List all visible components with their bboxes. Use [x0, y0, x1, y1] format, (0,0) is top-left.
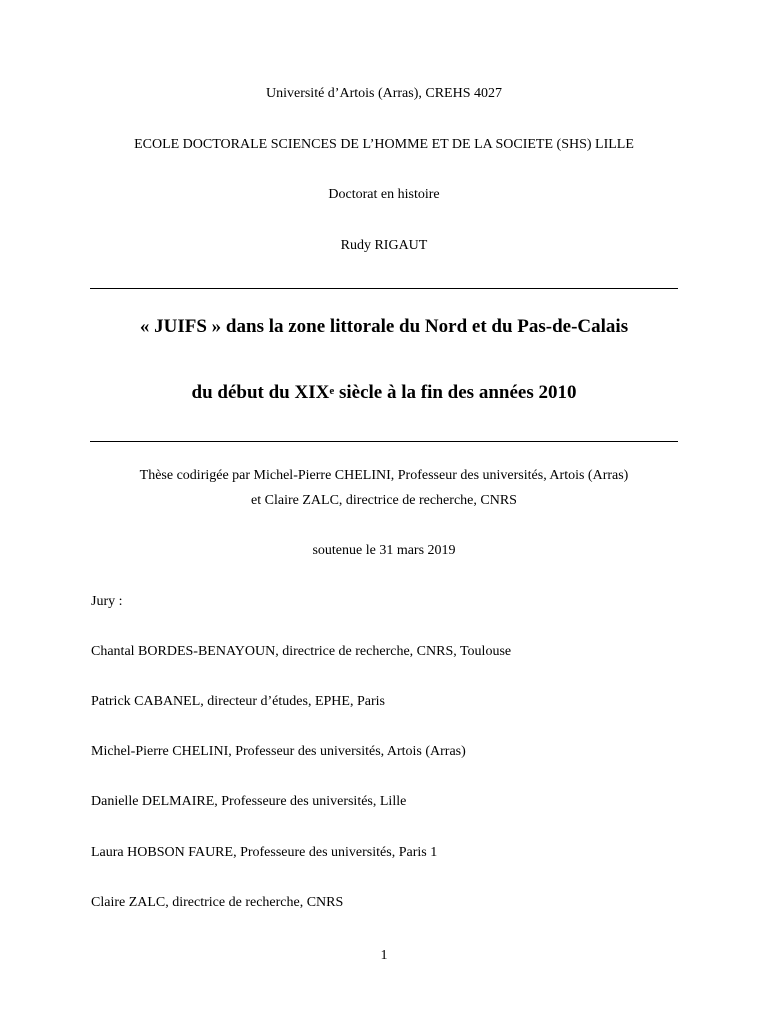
bottom-divider [90, 441, 678, 442]
top-divider [90, 288, 678, 289]
doctoral-school-line: ECOLE DOCTORALE SCIENCES DE L’HOMME ET DE LA SOCIETE (SHS) LILLE [134, 137, 634, 152]
jury-member: Laura HOBSON FAURE, Professeure des universités, Paris 1 [91, 845, 438, 860]
title-line-2-start: du début du XIX [191, 382, 330, 403]
jury-member: Claire ZALC, directrice de recherche, CNRS [91, 895, 344, 910]
supervision-line-1: Thèse codirigée par Michel-Pierre CHELINI, Professeur des universités, Artois (Arras) [139, 468, 629, 483]
jury-member: Patrick CABANEL, directeur d’études, EPHE, Paris [91, 694, 385, 709]
page-number: 1 [380, 948, 388, 963]
title-line-2-end: siècle à la fin des années 2010 [334, 382, 577, 403]
degree-line: Doctorat en histoire [328, 187, 440, 202]
supervision-line-2: et Claire ZALC, directrice de recherche, CNRS [251, 493, 517, 508]
university-line: Université d’Artois (Arras), CREHS 4027 [265, 86, 503, 101]
jury-label: Jury : [91, 594, 123, 609]
jury-member: Chantal BORDES-BENAYOUN, directrice de recherche, CNRS, Toulouse [91, 644, 512, 659]
jury-member: Danielle DELMAIRE, Professeure des universités, Lille [91, 794, 407, 809]
thesis-title-line-2 [0, 381, 768, 405]
author-line: Rudy RIGAUT [340, 238, 428, 253]
jury-member: Michel-Pierre CHELINI, Professeur des universités, Artois (Arras) [91, 744, 466, 759]
defense-date: soutenue le 31 mars 2019 [312, 543, 456, 558]
thesis-title-line-1: « JUIFS » dans la zone littorale du Nord et du Pas-de-Calais [139, 316, 629, 337]
title-superscript: e [329, 385, 335, 397]
